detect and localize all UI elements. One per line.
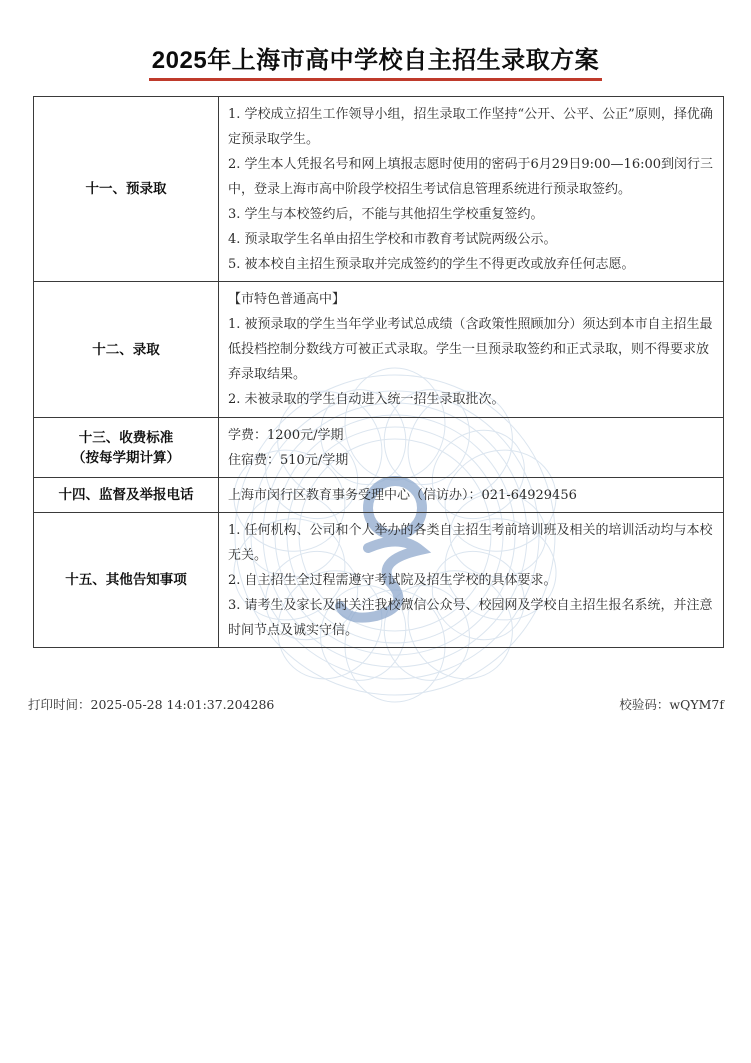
content-line: 学费：1200元/学期 bbox=[228, 428, 344, 443]
table-row-other-notices bbox=[34, 513, 724, 648]
content-line: 2. 学生本人凭报名号和网上填报志愿时使用的密码于6月29日9:00—16:00到闵行三中，登录上海市高中阶段学校招生考试信息管理系统进行预录取签约。 bbox=[228, 157, 714, 197]
row-header-cell bbox=[34, 97, 219, 282]
content-line: 1. 被预录取的学生当年学业考试总成绩（含政策性照顾加分）须达到本市自主招生最低投档控制分数线方可被正式录取。学生一旦预录取签约和正式录取，则不得要求放弃录取结果。 bbox=[228, 317, 713, 382]
content-line: 5. 被本校自主招生预录取并完成签约的学生不得更改或放弃任何志愿。 bbox=[228, 257, 635, 272]
row-content-cell bbox=[219, 513, 724, 648]
page-footer bbox=[0, 695, 751, 713]
row-content-cell bbox=[219, 418, 724, 478]
row-header-cell bbox=[34, 282, 219, 418]
content-line: 2. 自主招生全过程需遵守考试院及招生学校的具体要求。 bbox=[228, 573, 557, 588]
content-line: 2. 未被录取的学生自动进入统一招生录取批次。 bbox=[228, 392, 505, 407]
page-title: 2025年上海市高中学校自主招生录取方案 bbox=[149, 40, 602, 81]
row-header-text: （按每学期计算） bbox=[72, 449, 180, 465]
content-line: 3. 请考生及家长及时关注我校微信公众号、校园网及学校自主招生报名系统，并注意时间节点及诚实守信。 bbox=[228, 598, 713, 638]
row-header-cell bbox=[34, 478, 219, 513]
table-row-supervision-phone bbox=[34, 478, 724, 513]
table-row-pre-admission bbox=[34, 97, 724, 282]
title-block bbox=[0, 0, 751, 81]
row-header-cell bbox=[34, 513, 219, 648]
row-content-cell bbox=[219, 282, 724, 418]
content-line: 【市特色普通高中】 bbox=[228, 292, 346, 307]
row-header-text: 十三、收费标准 bbox=[78, 429, 174, 445]
content-line: 住宿费：510元/学期 bbox=[228, 453, 349, 468]
row-header-text: 十五、其他告知事项 bbox=[65, 572, 187, 587]
table-row-fees bbox=[34, 418, 724, 478]
check-code-text: 校验码：wQYM7f bbox=[619, 697, 724, 712]
row-content-cell bbox=[219, 97, 724, 282]
content-line: 4. 预录取学生名单由招生学校和市教育考试院两级公示。 bbox=[228, 232, 557, 247]
table-row-admission bbox=[34, 282, 724, 418]
print-time-text: 打印时间：2025-05-28 14:01:37.204286 bbox=[28, 697, 275, 712]
row-content-cell bbox=[219, 478, 724, 513]
row-header-text: 十四、监督及举报电话 bbox=[58, 487, 194, 502]
content-line: 上海市闵行区教育事务受理中心（信访办）：021-64929456 bbox=[228, 488, 577, 503]
row-header-cell bbox=[34, 418, 219, 478]
content-line: 1. 任何机构、公司和个人举办的各类自主招生考前培训班及相关的培训活动均与本校无关。 bbox=[228, 523, 713, 563]
row-header-text: 十一、预录取 bbox=[85, 181, 167, 196]
content-line: 1. 学校成立招生工作领导小组，招生录取工作坚持“公开、公平、公正”原则，择优确定预录取学生。 bbox=[228, 107, 713, 147]
admission-plan-table bbox=[33, 96, 724, 648]
content-line: 3. 学生与本校签约后，不能与其他招生学校重复签约。 bbox=[228, 207, 544, 222]
row-header-text: 十二、录取 bbox=[92, 341, 160, 357]
